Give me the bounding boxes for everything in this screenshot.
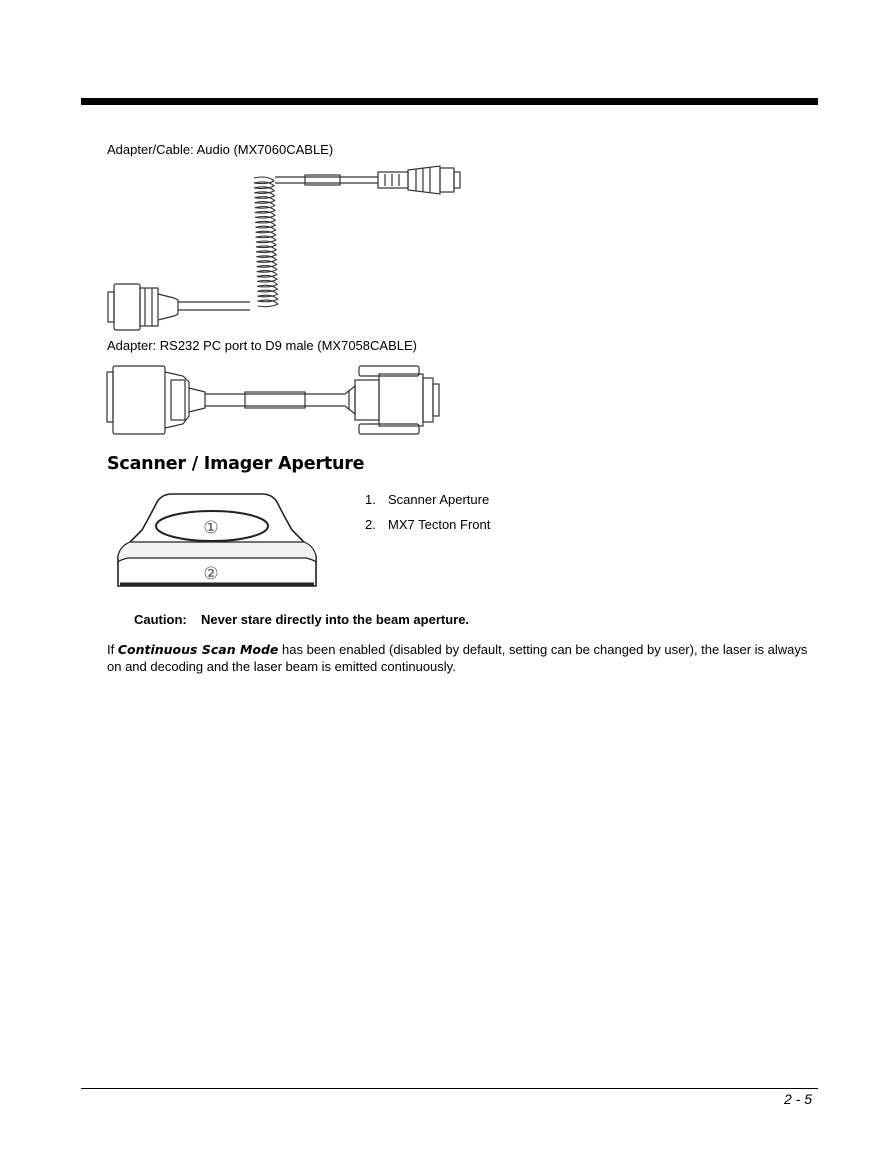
rs232-adapter-illustration (105, 362, 445, 442)
legend-label: MX7 Tecton Front (388, 517, 491, 532)
section-heading: Scanner / Imager Aperture (107, 454, 365, 474)
rs232-adapter-caption: Adapter: RS232 PC port to D9 male (MX7058CABLE) (107, 338, 417, 353)
continuous-scan-paragraph (107, 641, 819, 675)
legend-label: Scanner Aperture (388, 492, 490, 507)
header-rule (81, 98, 818, 105)
figure-legend (365, 491, 490, 541)
legend-number: 2. (365, 517, 376, 532)
legend-item (365, 491, 490, 516)
footer-rule (81, 1088, 818, 1089)
caution-label: Caution: (134, 612, 187, 627)
page-number: 2 - 5 (783, 1091, 812, 1107)
scanner-aperture-illustration (112, 490, 324, 592)
audio-cable-illustration (100, 160, 470, 330)
paragraph-prefix: If (107, 642, 118, 657)
legend-item (365, 516, 490, 541)
coiled-cord (254, 177, 278, 307)
audio-cable-caption: Adapter/Cable: Audio (MX7060CABLE) (107, 142, 334, 157)
caution-text: Never stare directly into the beam aperture. (201, 612, 470, 627)
callout-1-label: ① (203, 518, 219, 538)
paragraph-text: has been enabled (disabled by default, setting can be changed by user), the laser is always on and decoding and the laser beam is emitted continuously. (107, 642, 808, 674)
callout-2-label: ② (203, 564, 219, 584)
coil-loop (258, 300, 278, 307)
continuous-scan-mode-term: Continuous Scan Mode (117, 642, 279, 657)
caution-note (134, 612, 469, 627)
legend-number: 1. (365, 492, 376, 507)
